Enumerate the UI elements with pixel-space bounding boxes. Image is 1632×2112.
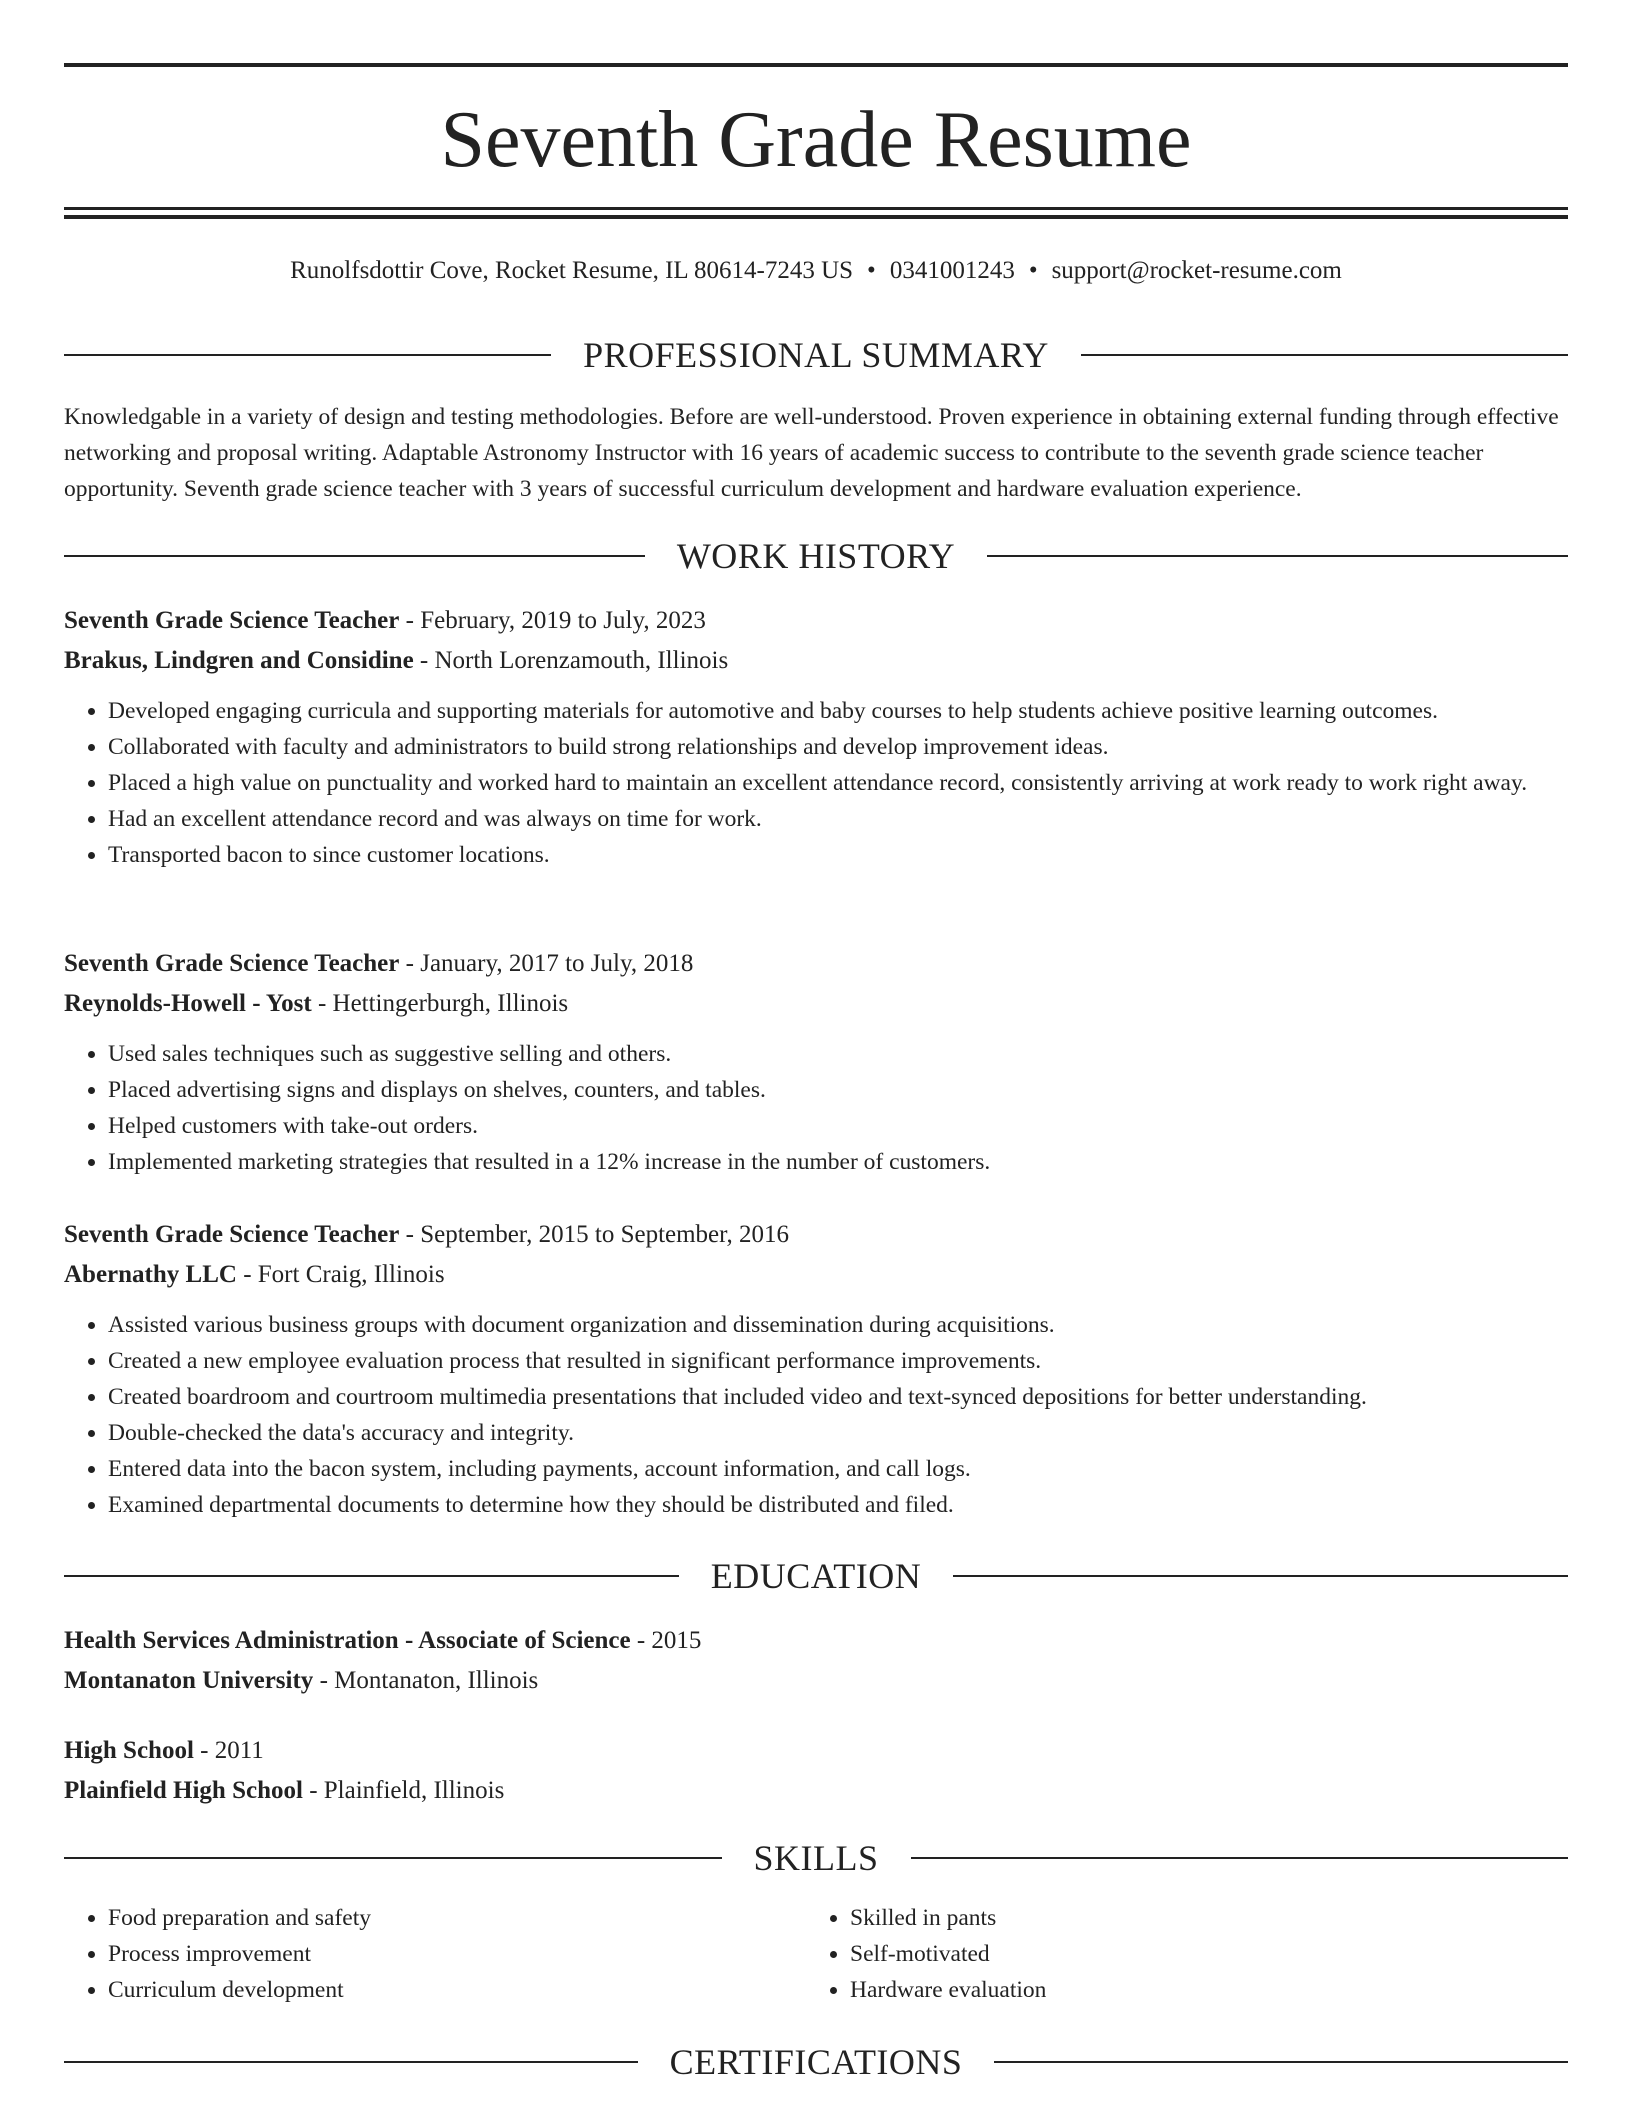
section-title: EDUCATION [710,1556,922,1596]
section-title: CERTIFICATIONS [669,2042,963,2082]
contact-separator: • [1028,257,1038,284]
heading-rule [64,1575,679,1577]
education-school-line [64,1771,1574,1811]
job-location: - North Lorenzamouth, Illinois [413,647,729,674]
list-item: • Created boardroom and courtroom multimedia presentations that included video and text-synced depositions for better understanding. [108,1379,1574,1415]
job-bullets [64,693,1574,873]
section-heading-certifications [64,2040,1568,2084]
skill-item: • Skilled in pants [850,1900,1506,1936]
summary-text: Knowledgable in a variety of design and testing methodologies. Before are well-understood. Proven experience in obtaining external funding through effective networking and proposal writing. Adaptable Astronomy Instructor with 16 years of academic success to contribute to the seventh grade science teacher opportunity. Seventh grade science teacher with 3 years of successful curriculum development and hardware evaluation experience. [64,404,1559,502]
section-heading-education [64,1554,1568,1598]
education-degree: High School [64,1737,194,1764]
job-location: - Hettingerburgh, Illinois [311,990,569,1017]
skills-column-right [806,1900,1506,2008]
skill-item: • Food preparation and safety [108,1900,764,1936]
contact-email[interactable]: support@rocket-resume.com [1051,257,1342,284]
job-company: Abernathy LLC [64,1261,237,1288]
job-title-line [64,1215,1574,1255]
heading-rule [64,555,645,557]
list-item: • Helped customers with take-out orders. [108,1108,1574,1144]
job-dates: - January, 2017 to July, 2018 [399,950,694,977]
job-dates: - February, 2019 to July, 2023 [399,607,706,634]
list-item: • Developed engaging curricula and supporting materials for automotive and baby courses to help students achieve positive learning outcomes. [108,693,1574,729]
heading-rule [64,2061,638,2063]
heading-rule [911,1857,1569,1859]
job-location: - Fort Craig, Illinois [236,1261,445,1288]
job-entry [64,601,1574,873]
education-degree-line [64,1731,1574,1771]
list-item: • Assisted various business groups with document organization and dissemination during acquisitions. [108,1307,1574,1343]
education-year: - 2011 [193,1737,264,1764]
heading-rule [987,555,1568,557]
section-heading-skills [64,1836,1568,1880]
list-item: • Used sales techniques such as suggestive selling and others. [108,1036,1574,1072]
section-heading-work-history [64,534,1568,578]
education-year: - 2015 [630,1627,702,1654]
job-bullets [64,1307,1574,1523]
job-company-line [64,984,1574,1024]
job-company-line [64,641,1574,681]
skills-column-left [64,1900,764,2008]
skills-list [806,1900,1506,2008]
job-dates: - September, 2015 to September, 2016 [399,1221,789,1248]
list-item: • Entered data into the bacon system, including payments, account information, and call logs. [108,1451,1574,1487]
education-degree: Health Services Administration - Associate of Science [64,1627,631,1654]
job-bullets [64,1036,1574,1180]
section-heading-summary [64,333,1568,377]
heading-rule [953,1575,1568,1577]
list-item: • Placed advertising signs and displays on shelves, counters, and tables. [108,1072,1574,1108]
education-school-line [64,1661,1574,1701]
job-entry [64,944,1574,1180]
contact-phone: 0341001243 [889,257,1015,284]
education-entry [64,1621,1574,1701]
job-title-line [64,944,1574,984]
job-company-line [64,1255,1574,1295]
contact-separator: • [867,257,876,284]
list-item: • Double-checked the data's accuracy and integrity. [108,1415,1574,1451]
section-title: SKILLS [753,1838,879,1878]
contact-address: Runolfsdottir Cove, Rocket Resume, IL 80614-7243 US [290,257,854,284]
education-entry [64,1731,1574,1811]
job-title: Seventh Grade Science Teacher [64,1221,400,1248]
list-item: • Had an excellent attendance record and was always on time for work. [108,801,1574,837]
heading-rule [64,1857,722,1859]
list-item: • Transported bacon to since customer locations. [108,837,1574,873]
education-school: Plainfield High School [64,1777,303,1804]
header-double-rule-upper [64,207,1568,210]
education-degree-line [64,1621,1574,1661]
job-title: Seventh Grade Science Teacher [64,607,400,634]
skill-item: • Hardware evaluation [850,1972,1506,2008]
education-location: - Montanaton, Illinois [313,1667,539,1694]
education-school: Montanaton University [64,1667,314,1694]
header-double-rule-lower [64,215,1568,219]
skill-item: • Self-motivated [850,1936,1506,1972]
heading-rule [994,2061,1568,2063]
list-item: • Collaborated with faculty and administrators to build strong relationships and develop improvement ideas. [108,729,1574,765]
job-title-line [64,601,1574,641]
contact-line [64,254,1568,288]
skill-item: • Process improvement [108,1936,764,1972]
skills-list [64,1900,764,2008]
job-entry [64,1215,1574,1523]
header-top-rule [64,63,1568,67]
job-company: Brakus, Lindgren and Considine [64,647,414,674]
list-item: • Placed a high value on punctuality and worked hard to maintain an excellent attendance record, consistently arriving at work ready to work right away. [108,765,1574,801]
job-company: Reynolds-Howell - Yost [64,990,312,1017]
heading-rule [64,354,551,356]
list-item: • Created a new employee evaluation process that resulted in significant performance improvements. [108,1343,1574,1379]
education-location: - Plainfield, Illinois [302,1777,505,1804]
section-title: WORK HISTORY [676,536,956,576]
list-item: • Implemented marketing strategies that resulted in a 12% increase in the number of customers. [108,1144,1574,1180]
job-title: Seventh Grade Science Teacher [64,950,400,977]
skill-item: • Curriculum development [108,1972,764,2008]
section-title: PROFESSIONAL SUMMARY [583,335,1049,375]
heading-rule [1081,354,1568,356]
list-item: • Examined departmental documents to determine how they should be distributed and filed. [108,1487,1574,1523]
resume-title: Seventh Grade Resume [440,96,1192,184]
